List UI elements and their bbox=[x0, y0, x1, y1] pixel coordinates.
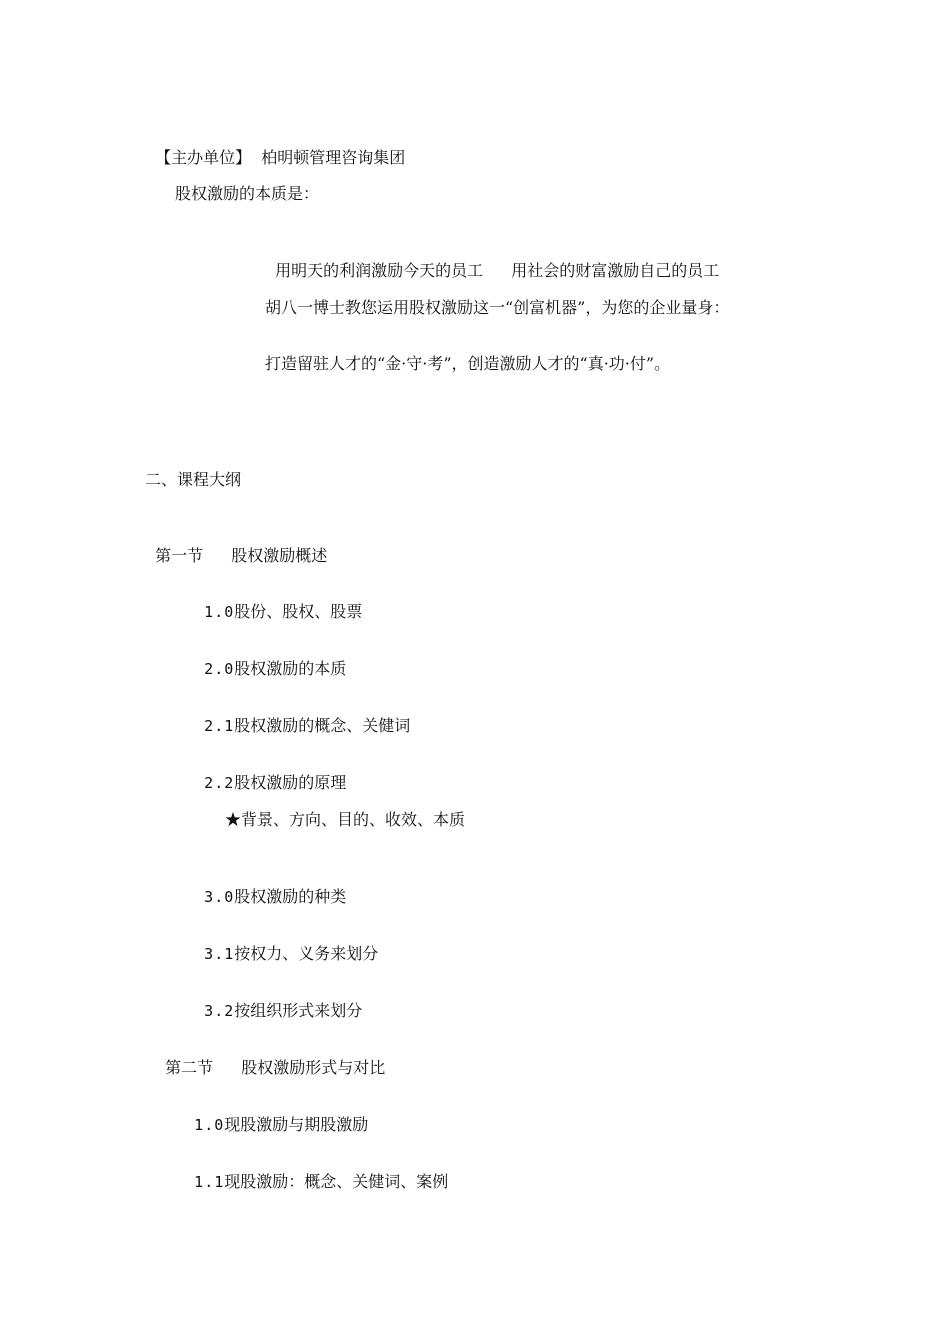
item-number: 3.1 bbox=[204, 945, 235, 963]
item-number: 2.0 bbox=[204, 660, 235, 678]
list-item bbox=[194, 924, 378, 964]
section2-label: 第二节 bbox=[165, 1058, 214, 1077]
section2-title: 股权激励形式与对比 bbox=[241, 1058, 386, 1077]
intro-line-2: 胡八一博士教您运用股权激励这一“创富机器”，为您的企业量身： bbox=[265, 298, 730, 317]
item-text: 按组织形式来划分 bbox=[234, 1001, 363, 1020]
item-text: 股权激励的种类 bbox=[234, 887, 347, 906]
item-text: 按权力、义务来划分 bbox=[234, 944, 379, 963]
item-text: 股权激励的原理 bbox=[234, 773, 347, 792]
organizer-line bbox=[145, 128, 405, 168]
list-item bbox=[194, 696, 410, 736]
list-item bbox=[194, 582, 362, 622]
list-item bbox=[194, 753, 346, 793]
list-item bbox=[184, 1095, 368, 1135]
essence-line bbox=[265, 241, 719, 281]
item-number: 1.1 bbox=[194, 1173, 225, 1191]
item-text: 股份、股权、股票 bbox=[234, 602, 363, 621]
essence-part1: 用明天的利润激励今天的员工 bbox=[275, 261, 484, 280]
section1-title: 股权激励概述 bbox=[231, 546, 328, 565]
item-text: 股权激励的概念、关健词 bbox=[234, 716, 411, 735]
essence-part2: 用社会的财富激励自己的员工 bbox=[511, 261, 720, 280]
section1-heading bbox=[145, 526, 327, 566]
list-item bbox=[184, 1152, 448, 1192]
list-item bbox=[194, 639, 346, 679]
section1-label: 第一节 bbox=[155, 546, 204, 565]
essence-heading: 股权激励的本质是： bbox=[175, 184, 320, 203]
item-number: 1.0 bbox=[204, 603, 235, 621]
section2-heading bbox=[155, 1038, 385, 1078]
item-text: 现股激励：概念、关健词、案例 bbox=[224, 1172, 449, 1191]
item-number: 1.0 bbox=[194, 1116, 225, 1134]
list-item bbox=[194, 981, 362, 1021]
intro-line-3: 打造留驻人才的“金·守·考”，创造激励人才的“真·功·付”。 bbox=[265, 354, 671, 373]
outline-title: 二、课程大纲 bbox=[145, 470, 242, 489]
item-number: 3.2 bbox=[204, 1002, 235, 1020]
organizer-label: 【主办单位】 bbox=[155, 148, 252, 167]
organizer-value: 柏明顿管理咨询集团 bbox=[261, 148, 406, 167]
list-item bbox=[194, 867, 346, 907]
item-number: 3.0 bbox=[204, 888, 235, 906]
item-number: 2.2 bbox=[204, 774, 235, 792]
item-number: 2.1 bbox=[204, 717, 235, 735]
list-item-star: ★背景、方向、目的、收效、本质 bbox=[225, 810, 466, 829]
item-text: 股权激励的本质 bbox=[234, 659, 347, 678]
item-text: 现股激励与期股激励 bbox=[224, 1115, 369, 1134]
